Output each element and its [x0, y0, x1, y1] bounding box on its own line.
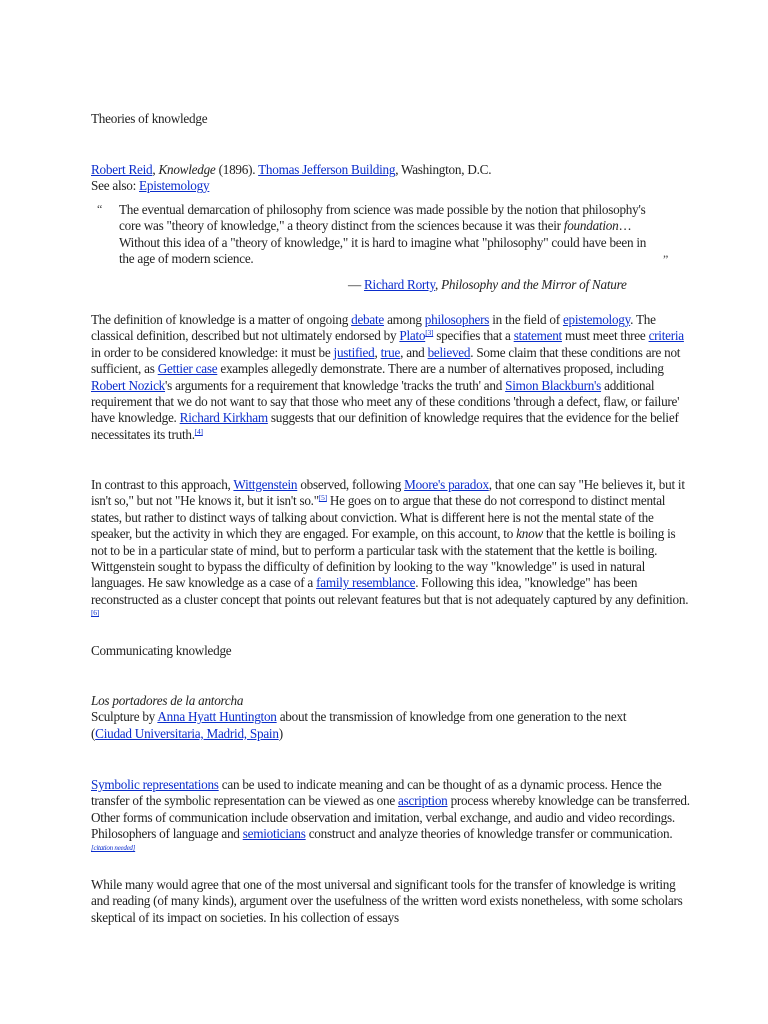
link-epistemology[interactable]: epistemology — [562, 312, 631, 327]
see-also-label: See also: — [91, 178, 140, 193]
link-semioticians[interactable]: semioticians — [242, 826, 306, 842]
link-philosophers[interactable]: philosophers — [424, 312, 490, 327]
image-caption-reid: Robert Reid, Knowledge (1896). Thomas Jefferson Building, Washington, D.C. — [91, 162, 492, 177]
link-ascription[interactable]: ascription — [398, 793, 448, 809]
image-caption-huntington: Los portadores de la antorcha Sculpture by Anna Hyatt Huntington about the transmission of knowledge from one generation to the next (Ciudad Universitaria, Madrid, Spain) — [91, 693, 627, 741]
link-richard-rorty[interactable]: Richard Rorty — [363, 277, 435, 292]
link-simon-blackburn[interactable]: Simon Blackburn's — [505, 377, 602, 393]
paragraph-wittgenstein: In contrast to this approach, Wittgenstein observed, following Moore's paradox, that one can say "He believes it, but it isn't so," but not "He knows it, but it isn't so."[5] He goes on to argue that these do not correspond to distinct mental states, but rather to distinct ways of talking about conviction. What is different here is not the mental state of the speaker, but the activity in which they are engaged. For example, on this account, to know that the kettle is boiling is not to be in a particular state of mind, but to perform a particular task with the statement that the kettle is boiling. Wittgenstein sought to bypass the difficulty of definition by looking to the way "knowledge" is used in natural languages. He saw knowledge as a case of a family resemblance. Following this idea, "knowledge" has been reconstructed as a cluster concept that points out relevant features but that is not adequately captured by any definition.[6] — [91, 477, 689, 618]
see-also-line — [91, 178, 691, 194]
link-richard-kirkham[interactable]: Richard Kirkham — [179, 410, 268, 426]
link-moores-paradox[interactable]: Moore's paradox — [404, 477, 489, 492]
link-wittgenstein[interactable]: Wittgenstein — [233, 477, 298, 492]
link-criteria[interactable]: criteria — [648, 328, 684, 344]
reference-6[interactable]: [6] — [91, 608, 99, 618]
quote-attribution: — Richard Rorty, Philosophy and the Mirror of Nature — [348, 277, 627, 292]
link-justified[interactable]: justified — [333, 344, 375, 360]
reference-4[interactable]: [4] — [194, 426, 203, 436]
link-ciudad-universitaria[interactable]: Ciudad Universitaria, Madrid, Spain — [95, 725, 279, 741]
link-true[interactable]: true — [380, 344, 401, 360]
open-quote-mark: “ — [97, 202, 103, 216]
link-debate[interactable]: debate — [351, 312, 385, 327]
paragraph-symbolic: Symbolic representations can be used to indicate meaning and can be thought of as a dynamic process. Hence the transfer of the symbolic representation can be viewed as one ascription process whereby knowledge can be transferred. Other forms of communication include observation and imitation, verbal exchange, and audio and video recordings. Philosophers of language and semioticians construct and analyze theories of knowledge transfer or communication.[citation needed] — [91, 777, 690, 852]
reference-3[interactable]: [3] — [425, 328, 434, 338]
link-believed[interactable]: believed — [427, 344, 471, 360]
link-robert-reid[interactable]: Robert Reid — [91, 162, 153, 177]
section-heading-theories: Theories of knowledge — [91, 111, 208, 126]
link-thomas-jefferson-building[interactable]: Thomas Jefferson Building — [258, 162, 396, 177]
link-statement[interactable]: statement — [513, 328, 562, 344]
paragraph-writing: While many would agree that one of the most universal and significant tools for the transfer of knowledge is writing and reading (of many kinds), argument over the usefulness of the written word exists nonetheless, with some scholars skeptical of its impact on societies. In his collection of essays — [91, 877, 683, 925]
link-robert-nozick[interactable]: Robert Nozick — [91, 377, 166, 393]
caption-work-title: Knowledge — [158, 162, 216, 177]
quote-source: Philosophy and the Mirror of Nature — [441, 277, 627, 292]
caption-sculpture-title: Los portadores de la antorcha — [91, 693, 244, 708]
quote-text: The eventual demarcation of philosophy from science was made possible by the notion that philosophy's core was "theory of knowledge," a theory distinct from the sciences because it was their foundation… Without this idea of a "theory of knowledge," it is hard to imagine what "philosophy" could have been in the age of modern science. — [119, 202, 647, 267]
link-family-resemblance[interactable]: family resemblance — [316, 575, 416, 591]
link-gettier-case[interactable]: Gettier case — [157, 361, 218, 377]
link-symbolic-representations[interactable]: Symbolic representations — [91, 777, 219, 792]
link-plato[interactable]: Plato — [399, 328, 426, 344]
paragraph-definition: The definition of knowledge is a matter of ongoing debate among philosophers in the field of epistemology. The classical definition, described but not ultimately endorsed by Plato[3] specifies that a statement must meet three criteria in order to be considered knowledge: it must be justified, true, and believed. Some claim that these conditions are not sufficient, as Gettier case examples allegedly demonstrate. There are a number of alternatives proposed, including Robert Nozick's arguments for a requirement that knowledge 'tracks the truth' and Simon Blackburn's additional requirement that we do not want to say that those who meet any of these conditions 'through a defect, flaw, or failure' have knowledge. Richard Kirkham suggests that our definition of knowledge requires that the evidence for the belief necessitates its truth.[4] — [91, 312, 684, 442]
link-see-also-epistemology[interactable]: Epistemology — [139, 178, 210, 193]
section-heading-communicating: Communicating knowledge — [91, 643, 232, 658]
citation-needed[interactable]: [citation needed] — [91, 843, 136, 852]
link-anna-hyatt-huntington[interactable]: Anna Hyatt Huntington — [157, 709, 277, 725]
close-quote-mark: ” — [663, 252, 669, 266]
reference-5[interactable]: [5] — [318, 493, 327, 503]
